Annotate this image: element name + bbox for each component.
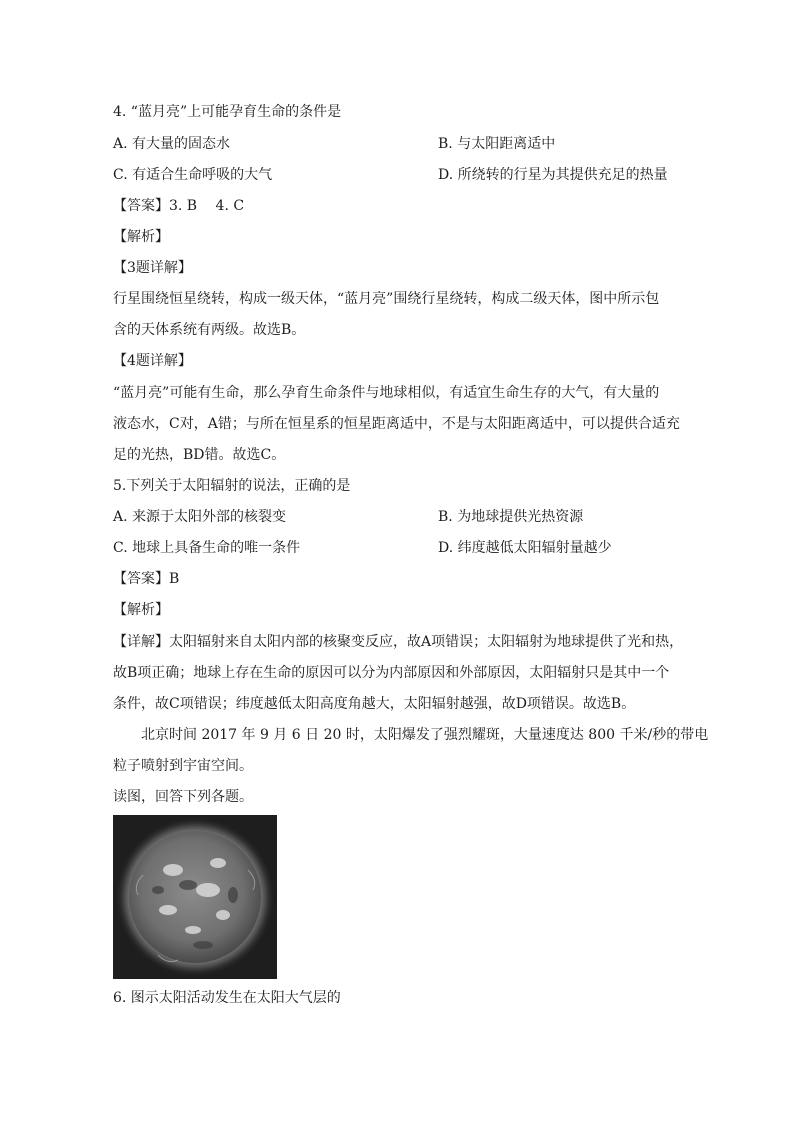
q5-option-c: C. 地球上具备生命的唯一条件: [113, 540, 301, 556]
detail-3-line: 行星围绕恒星绕转，构成一级天体，“蓝月亮”围绕行星绕转，构成二级天体，图中所示包: [113, 291, 660, 307]
detail-4-line: “蓝月亮”可能有生命，那么孕育生命条件与地球相似，有适宜生命生存的大气，有大量的: [113, 385, 660, 401]
answer-5: 【答案】B: [113, 571, 180, 587]
analysis-label: 【解析】: [113, 229, 169, 245]
detail-3-title: 【3题详解】: [113, 260, 192, 276]
detail-4-title: 【4题详解】: [113, 353, 192, 369]
detail-4-line: 足的光热，BD错。故选C。: [113, 447, 286, 463]
sun-illustration: [113, 815, 277, 979]
q4-stem: 4. “蓝月亮”上可能孕育生命的条件是: [113, 104, 342, 120]
q4-option-d: D. 所绕转的行星为其提供充足的热量: [438, 167, 668, 183]
q5-option-a: A. 来源于太阳外部的核裂变: [113, 509, 287, 525]
analysis-label: 【解析】: [113, 602, 169, 618]
q5-option-d: D. 纬度越低太阳辐射量越少: [438, 540, 612, 556]
q4-option-c: C. 有适合生命呼吸的大气: [113, 167, 273, 183]
sun-image: [113, 815, 277, 979]
q5-option-b: B. 为地球提供光热资源: [438, 509, 584, 525]
passage-line: 北京时间 2017 年 9 月 6 日 20 时，太阳爆发了强烈耀斑，大量速度达 800 千米/秒的带电: [141, 727, 709, 743]
passage-line: 粒子喷射到宇宙空间。: [113, 758, 253, 774]
q4-option-a: A. 有大量的固态水: [113, 136, 231, 152]
detail-3-line: 含的天体系统有两级。故选B。: [113, 322, 306, 338]
detail-5-line: 【详解】太阳辐射来自太阳内部的核聚变反应，故A项错误；太阳辐射为地球提供了光和热，: [113, 634, 684, 650]
detail-5-line: 故B项正确；地球上存在生命的原因可以分为内部原因和外部原因，太阳辐射只是其中一个: [113, 665, 670, 681]
q4-option-b: B. 与太阳距离适中: [438, 136, 556, 152]
detail-5-line: 条件，故C项错误；纬度越低太阳高度角越大，太阳辐射越强，故D项错误。故选B。: [113, 696, 636, 712]
q6-stem: 6. 图示太阳活动发生在太阳大气层的: [113, 990, 341, 1006]
instruction: 读图，回答下列各题。: [113, 789, 253, 805]
q5-stem: 5.下列关于太阳辐射的说法，正确的是: [113, 478, 351, 494]
answer-3-4: 【答案】3. B 4. C: [113, 198, 245, 214]
detail-4-line: 液态水，C对，A错；与所在恒星系的恒星距离适中，不是与太阳距离适中，可以提供合适充: [113, 416, 680, 432]
